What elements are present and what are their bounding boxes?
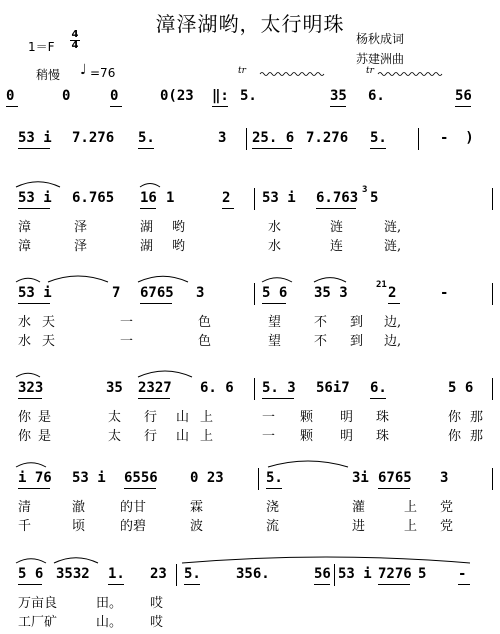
lyric-syllable: 哟 [172,220,186,235]
lyric-syllable: 连 [330,239,344,254]
lyric-syllable: 水 [18,334,32,349]
lyric-syllable: 你 [448,429,462,444]
time-signature-bottom: 4 [71,40,79,51]
slur [54,558,98,563]
lyric-syllable: 边, [384,315,402,330]
note-group: 56 [455,88,472,104]
note-group: 53 i [18,130,52,146]
note-group: 53 i [338,566,372,582]
lyric-syllable: 山 [176,410,190,425]
lyric-syllable: 进 [352,519,366,534]
note-group: i 76 [18,470,52,486]
note-group: - [440,285,449,301]
note-group: 0 [110,88,119,104]
trill-mark-1: tr [238,66,246,76]
slur [140,184,160,188]
note-group: 56i7 [316,380,350,396]
note-group: 3 [218,130,227,146]
note-group: 5 [418,566,427,582]
note-group: 35 [330,88,347,104]
note-group: 5. [184,566,201,582]
lyric-syllable: 顷 [72,519,86,534]
lyric-syllable: 一 [262,410,276,425]
lyric-syllable: 哎 [150,615,164,630]
slur [16,559,46,563]
note-group: 3 [440,470,449,486]
note-group: 5. [370,130,387,146]
quarter-note-icon: ♩ [80,62,87,78]
time-signature-top: 4 [71,29,79,40]
lyric-syllable: 到 [350,334,364,349]
lyric-syllable: 一 [120,315,134,330]
slur [314,278,346,282]
slur [16,182,60,187]
lyric-syllable: 漳 [18,220,32,235]
note-group: 5 6 [448,380,474,396]
grace-note: 21 [376,280,387,290]
lyric-syllable: 山 [176,429,190,444]
tempo-value: =76 [90,66,116,80]
lyric-syllable: 湖 [140,239,154,254]
lyric-syllable: 天 [42,334,56,349]
note-group: 0 [6,88,15,104]
lyric-syllable: 是 [38,410,52,425]
note-group: 6556 [124,470,158,486]
lyric-syllable: 工厂矿 [18,615,58,630]
lyric-syllable: 色 [198,315,212,330]
lyric-syllable: 流 [266,519,280,534]
slur [138,276,188,282]
lyric-syllable: 的碧 [120,519,147,534]
note-group: 6.765 [72,190,115,206]
note-group: 5. [240,88,257,104]
slur [138,371,192,377]
lyric-syllable: 水 [268,220,282,235]
note-group: 0 23 [190,470,224,486]
lyric-syllable: 党 [440,519,454,534]
lyric-syllable: 边, [384,334,402,349]
lyric-syllable: 的甘 [120,500,147,515]
lyric-syllable: 漳 [18,239,32,254]
lyric-syllable: 那 [470,429,484,444]
lyric-syllable: 珠 [376,429,390,444]
lyric-syllable: 万亩良 [18,596,58,611]
slur [182,557,470,563]
lyric-syllable: 你 [18,410,32,425]
lyric-syllable: 湖 [140,220,154,235]
lyric-syllable: 你 [18,429,32,444]
lyric-syllable: 上 [404,519,418,534]
note-group: - ) [440,130,474,146]
lyric-syllable: 涟 [330,220,344,235]
note-group: 6. [368,88,385,104]
note-group: 2 [388,285,397,301]
note-group: ‖: [212,88,229,104]
lyric-syllable: 哎 [150,596,164,611]
note-group: 56 [314,566,331,582]
note-group: 25. 6 [252,130,295,146]
lyric-syllable: 澈 [72,500,86,515]
note-group: 7276 [378,566,412,582]
lyric-syllable: 太 [108,429,122,444]
note-group: 5 6 [18,566,44,582]
slur [268,461,348,467]
lyric-syllable: 上 [404,500,418,515]
lyric-syllable: 行 [144,410,158,425]
lyric-syllable: 山。 [96,615,123,630]
lyric-syllable: 哟 [172,239,186,254]
note-group: 35 [106,380,123,396]
note-group: 35 3 [314,285,348,301]
composer-credit: 苏建洲曲 [356,52,405,66]
lyric-syllable: 霖 [190,500,204,515]
note-group: 7.276 [306,130,349,146]
song-title: 漳泽湖哟，太行明珠 [155,12,345,36]
slur [16,278,40,282]
lyric-syllable: 上 [200,429,214,444]
lyric-syllable: 珠 [376,410,390,425]
note-group: 1. [108,566,125,582]
lyric-syllable: 田。 [96,596,123,611]
note-group: 53 i [18,285,52,301]
slur [48,276,108,282]
trill-wave [378,73,442,76]
note-group: 53 i [262,190,296,206]
lyric-syllable: 一 [262,429,276,444]
lyric-syllable: 明 [340,429,354,444]
lyric-syllable: 波 [190,519,204,534]
note-group: 1 [166,190,175,206]
note-group: 6. 6 [200,380,234,396]
lyric-syllable: 太 [108,410,122,425]
lyric-syllable: 水 [268,239,282,254]
note-group: 6765 [140,285,174,301]
note-group: 0 [62,88,71,104]
note-group: 356. [236,566,270,582]
note-group: 5 6 [262,285,288,301]
note-group: - [458,566,467,582]
key-signature: 1＝F [28,40,55,54]
note-group: 2 [222,190,231,206]
lyric-syllable: 行 [144,429,158,444]
lyric-syllable: 色 [198,334,212,349]
note-group: 7 [112,285,121,301]
lyric-syllable: 浇 [266,500,280,515]
slur [16,463,46,467]
note-group: 323 [18,380,44,396]
lyricist-credit: 杨秋成词 [356,32,405,46]
note-group: 5. 3 [262,380,296,396]
lyric-syllable: 颗 [300,410,314,425]
lyric-syllable: 不 [314,334,328,349]
lyric-syllable: 颗 [300,429,314,444]
lyric-syllable: 泽 [74,239,88,254]
note-group: 3i [352,470,369,486]
trill-wave [260,73,324,76]
note-group: 6.763 [316,190,359,206]
lyric-syllable: 清 [18,500,32,515]
note-group: 5 [370,190,379,206]
lyric-syllable: 涟, [384,239,402,254]
note-group: 3532 [56,566,90,582]
lyric-syllable: 明 [340,410,354,425]
lyric-syllable: 望 [268,334,282,349]
lyric-syllable: 是 [38,429,52,444]
note-group: 16 [140,190,157,206]
slur [262,278,292,282]
lyric-syllable: 党 [440,500,454,515]
tempo-marking: 稍慢 [36,68,61,82]
note-group: 5. [266,470,283,486]
note-group: 53 i [72,470,106,486]
slur [16,373,40,377]
lyric-syllable: 水 [18,315,32,330]
note-group: 6. [370,380,387,396]
note-group: 6765 [378,470,412,486]
note-group: 23 [150,566,167,582]
note-group: 7.276 [72,130,115,146]
lyric-syllable: 不 [314,315,328,330]
lyric-syllable: 涟, [384,220,402,235]
lyric-syllable: 灌 [352,500,366,515]
lyric-syllable: 泽 [74,220,88,235]
lyric-syllable: 你 [448,410,462,425]
note-group: 3 [196,285,205,301]
lyric-syllable: 望 [268,315,282,330]
note-group: 53 i [18,190,52,206]
lyric-syllable: 千 [18,519,32,534]
lyric-syllable: 到 [350,315,364,330]
lyric-syllable: 天 [42,315,56,330]
note-group: 5. [138,130,155,146]
lyric-syllable: 一 [120,334,134,349]
grace-note: 3 [362,185,368,195]
lyric-syllable: 那 [470,410,484,425]
note-group: 0(23 [160,88,194,104]
note-group: 2327 [138,380,172,396]
lyric-syllable: 上 [200,410,214,425]
trill-mark-2: tr [366,66,374,76]
